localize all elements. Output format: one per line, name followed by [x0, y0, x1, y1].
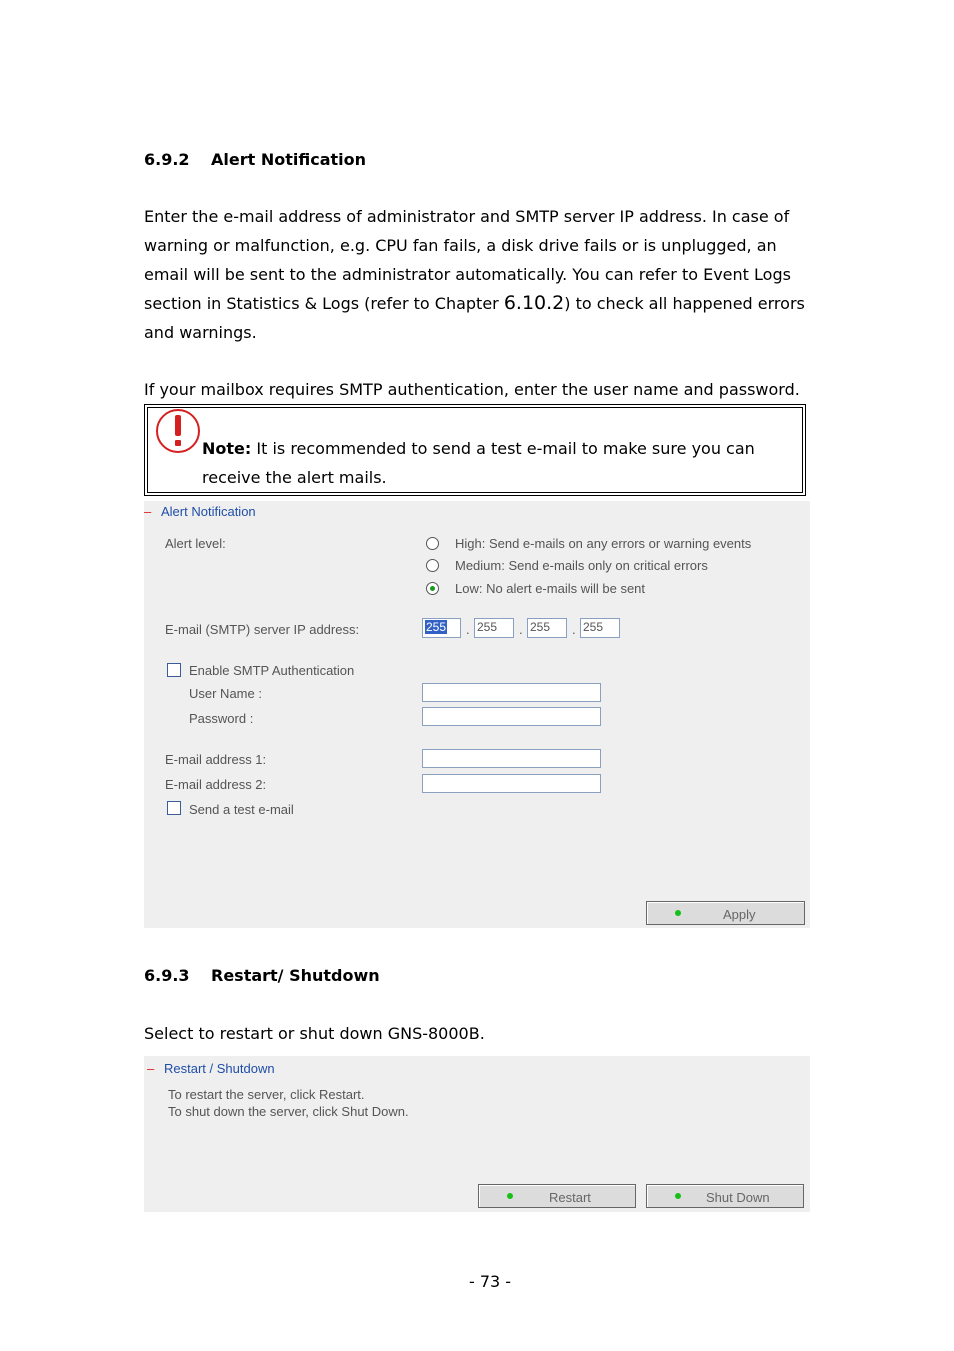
intro-text: ) to check all happened errors — [564, 294, 805, 313]
alert-level-label: Alert level: — [165, 536, 226, 551]
intro-line: warning or malfunction, e.g. CPU fan fails, a disk drive fails or is unplugged, an — [144, 236, 777, 255]
intro-paragraph — [144, 202, 814, 347]
chapter-reference: 6.10.2 — [503, 292, 565, 314]
panel-title-text[interactable]: Alert Notification — [161, 504, 256, 519]
note-label: Note: — [202, 439, 252, 458]
shutdown-button[interactable] — [646, 1184, 804, 1208]
shutdown-label: Shut Down — [706, 1190, 770, 1205]
section-number: 6.9.2 — [144, 150, 190, 169]
ip-octet-value: 255 — [426, 620, 447, 634]
send-test-label[interactable]: Send a test e-mail — [189, 802, 294, 817]
email2-input[interactable] — [422, 774, 601, 793]
apply-button[interactable] — [646, 901, 805, 925]
password-label: Password : — [189, 711, 254, 726]
smtp-ip-label: E-mail (SMTP) server IP address: — [165, 622, 360, 637]
warning-icon — [155, 407, 201, 453]
restart-shutdown-panel — [144, 1056, 810, 1212]
password-input[interactable] — [422, 707, 601, 726]
intro-line: Enter the e-mail address of administrator and SMTP server IP address. In case of — [144, 207, 790, 226]
radio-low[interactable] — [426, 582, 439, 595]
page-number: - 73 - — [468, 1272, 512, 1291]
alert-notification-panel — [144, 501, 810, 928]
green-dot-icon — [675, 910, 681, 916]
collapse-icon[interactable]: – — [147, 1061, 155, 1076]
restart-button[interactable] — [478, 1184, 636, 1208]
section-number: 6.9.3 — [144, 966, 190, 985]
section-heading-6-9-2 — [144, 150, 366, 169]
ip-separator: . — [572, 622, 576, 637]
ip-separator: . — [519, 622, 523, 637]
section-title: Alert Notification — [211, 150, 366, 169]
note-text — [202, 434, 792, 492]
send-test-checkbox[interactable] — [167, 801, 181, 815]
green-dot-icon — [675, 1193, 681, 1199]
section-heading-6-9-3 — [144, 966, 380, 985]
email1-label: E-mail address 1: — [165, 752, 267, 767]
intro-line: email will be sent to the administrator automatically. You can refer to Event Logs — [144, 265, 791, 284]
panel-title[interactable] — [144, 504, 256, 519]
enable-smtp-auth-checkbox[interactable] — [167, 663, 181, 677]
intro-line: and warnings. — [144, 323, 257, 342]
ip-separator: . — [466, 622, 470, 637]
note-line: receive the alert mails. — [202, 468, 387, 487]
enable-smtp-auth-label[interactable]: Enable SMTP Authentication — [189, 663, 355, 678]
email2-label: E-mail address 2: — [165, 777, 267, 792]
option-low-label[interactable]: Low: No alert e-mails will be sent — [455, 581, 646, 596]
radio-high[interactable] — [426, 537, 439, 550]
ip-octet-4[interactable]: 255 — [580, 618, 620, 638]
green-dot-icon — [507, 1193, 513, 1199]
note-line: It is recommended to send a test e-mail to make sure you can — [251, 439, 755, 458]
user-name-label: User Name : — [189, 686, 262, 701]
ip-octet-3[interactable]: 255 — [527, 618, 567, 638]
option-medium-label[interactable]: Medium: Send e-mails only on critical errors — [455, 558, 708, 573]
ip-octet-2[interactable]: 255 — [474, 618, 514, 638]
restart-instruction: To restart the server, click Restart. — [168, 1087, 365, 1102]
intro-line — [144, 289, 814, 318]
note-box — [144, 404, 806, 496]
restart-label: Restart — [549, 1190, 591, 1205]
shutdown-instruction: To shut down the server, click Shut Down. — [168, 1104, 409, 1119]
option-high-label[interactable]: High: Send e-mails on any errors or warning events — [455, 536, 752, 551]
ip-octet-1[interactable] — [422, 618, 461, 638]
panel-title-text[interactable]: Restart / Shutdown — [164, 1061, 275, 1076]
user-name-input[interactable] — [422, 683, 601, 702]
apply-label: Apply — [723, 907, 756, 922]
intro-text: section in Statistics & Logs (refer to Chapter — [144, 294, 504, 313]
section-title: Restart/ Shutdown — [211, 966, 380, 985]
smtp-auth-paragraph: If your mailbox requires SMTP authentication, enter the user name and password. — [144, 380, 800, 399]
email1-input[interactable] — [422, 749, 601, 768]
radio-medium[interactable] — [426, 559, 439, 572]
restart-intro: Select to restart or shut down GNS-8000B. — [144, 1024, 485, 1043]
collapse-icon[interactable]: – — [144, 504, 152, 519]
panel-title[interactable] — [147, 1061, 275, 1076]
